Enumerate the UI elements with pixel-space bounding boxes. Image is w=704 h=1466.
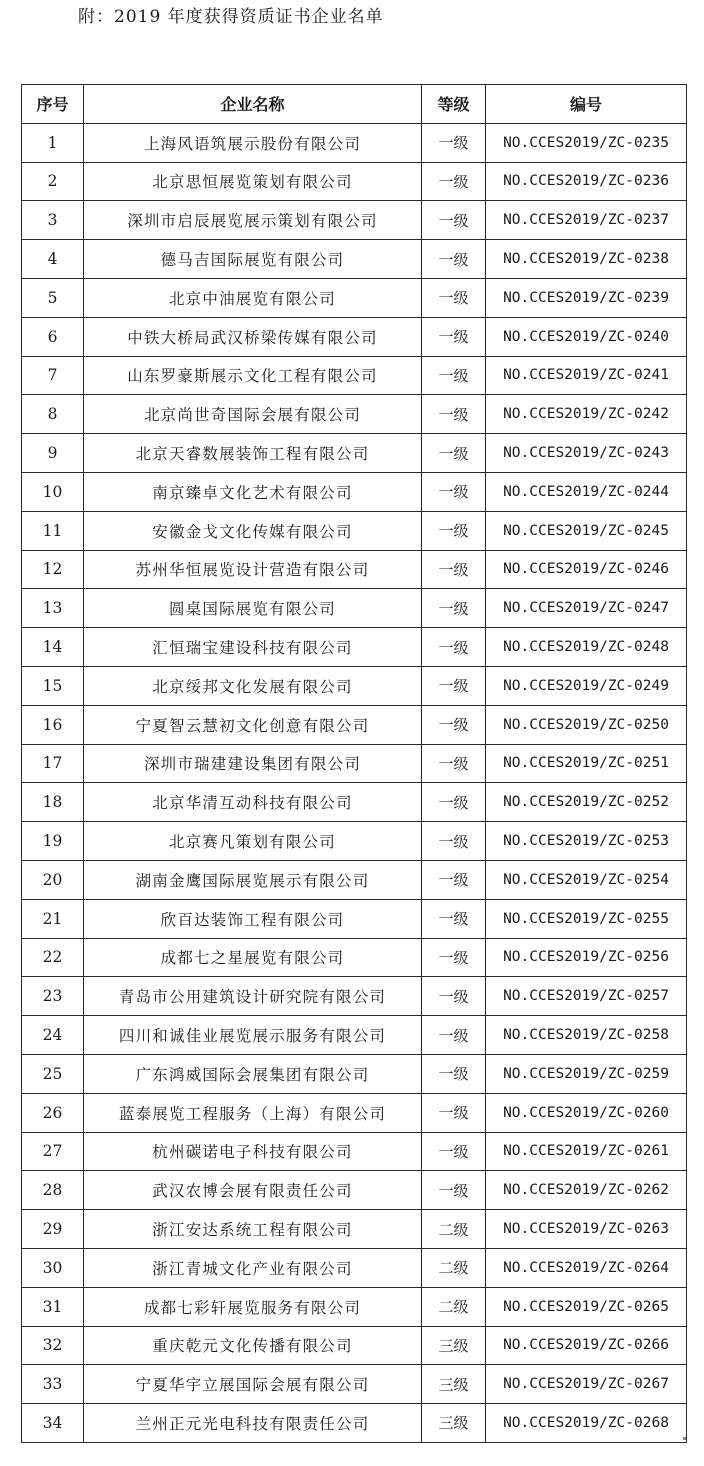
row-index: 22 — [22, 938, 84, 977]
table-row — [22, 744, 687, 783]
certificate-code: NO.CCES2019/ZC-0239 — [486, 278, 687, 317]
certificate-code: NO.CCES2019/ZC-0235 — [486, 123, 687, 162]
table-row — [22, 783, 687, 822]
header-code: 编号 — [486, 85, 687, 124]
certificate-code: NO.CCES2019/ZC-0266 — [486, 1326, 687, 1365]
table-row — [22, 550, 687, 589]
certificate-level: 一级 — [422, 162, 486, 201]
table-row — [22, 589, 687, 628]
certificate-level: 一级 — [422, 744, 486, 783]
row-index: 20 — [22, 860, 84, 899]
company-name: 北京中油展览有限公司 — [84, 278, 422, 317]
certificate-code: NO.CCES2019/ZC-0265 — [486, 1287, 687, 1326]
table-row — [22, 395, 687, 434]
certificate-code: NO.CCES2019/ZC-0244 — [486, 472, 687, 511]
row-index: 5 — [22, 278, 84, 317]
row-index: 34 — [22, 1404, 84, 1443]
table-row — [22, 938, 687, 977]
certificate-level: 一级 — [422, 938, 486, 977]
row-index: 27 — [22, 1132, 84, 1171]
certificate-code: NO.CCES2019/ZC-0257 — [486, 977, 687, 1016]
table-row — [22, 1287, 687, 1326]
certificate-level: 三级 — [422, 1404, 486, 1443]
certificate-level: 一级 — [422, 356, 486, 395]
certificate-level: 一级 — [422, 240, 486, 279]
table-row — [22, 434, 687, 473]
company-name: 武汉农博会展有限责任公司 — [84, 1171, 422, 1210]
table-body — [22, 123, 687, 1442]
certificate-level: 一级 — [422, 1016, 486, 1055]
row-index: 7 — [22, 356, 84, 395]
table-row — [22, 1171, 687, 1210]
certificate-code: NO.CCES2019/ZC-0262 — [486, 1171, 687, 1210]
table-row — [22, 240, 687, 279]
certificate-code: NO.CCES2019/ZC-0263 — [486, 1210, 687, 1249]
certificate-code: NO.CCES2019/ZC-0252 — [486, 783, 687, 822]
certificate-level: 一级 — [422, 123, 486, 162]
certificate-level: 一级 — [422, 822, 486, 861]
certificate-level: 一级 — [422, 278, 486, 317]
certificate-code: NO.CCES2019/ZC-0250 — [486, 705, 687, 744]
certificate-level: 三级 — [422, 1326, 486, 1365]
certificate-code: NO.CCES2019/ZC-0261 — [486, 1132, 687, 1171]
certificate-code: NO.CCES2019/ZC-0241 — [486, 356, 687, 395]
certificate-table — [21, 84, 687, 1443]
header-name: 企业名称 — [84, 85, 422, 124]
company-name: 南京臻卓文化艺术有限公司 — [84, 472, 422, 511]
certificate-code: NO.CCES2019/ZC-0240 — [486, 317, 687, 356]
certificate-code: NO.CCES2019/ZC-0253 — [486, 822, 687, 861]
certificate-level: 一级 — [422, 783, 486, 822]
certificate-level: 一级 — [422, 589, 486, 628]
certificate-code: NO.CCES2019/ZC-0251 — [486, 744, 687, 783]
certificate-level: 一级 — [422, 201, 486, 240]
row-index: 17 — [22, 744, 84, 783]
row-index: 6 — [22, 317, 84, 356]
certificate-level: 二级 — [422, 1248, 486, 1287]
certificate-level: 一级 — [422, 628, 486, 667]
certificate-level: 一级 — [422, 434, 486, 473]
row-index: 3 — [22, 201, 84, 240]
company-name: 北京华清互动科技有限公司 — [84, 783, 422, 822]
company-name: 圆桌国际展览有限公司 — [84, 589, 422, 628]
table-row — [22, 822, 687, 861]
certificate-level: 二级 — [422, 1210, 486, 1249]
table-row — [22, 860, 687, 899]
certificate-code: NO.CCES2019/ZC-0246 — [486, 550, 687, 589]
certificate-code: NO.CCES2019/ZC-0237 — [486, 201, 687, 240]
row-index: 29 — [22, 1210, 84, 1249]
row-index: 2 — [22, 162, 84, 201]
company-name: 浙江青城文化产业有限公司 — [84, 1248, 422, 1287]
company-name: 中铁大桥局武汉桥梁传媒有限公司 — [84, 317, 422, 356]
table-row — [22, 472, 687, 511]
table-row — [22, 123, 687, 162]
certificate-level: 一级 — [422, 472, 486, 511]
certificate-level: 一级 — [422, 1171, 486, 1210]
certificate-level: 一级 — [422, 1093, 486, 1132]
table-row — [22, 1054, 687, 1093]
certificate-code: NO.CCES2019/ZC-0249 — [486, 666, 687, 705]
company-name: 安徽金戈文化传媒有限公司 — [84, 511, 422, 550]
company-name: 北京绥邦文化发展有限公司 — [84, 666, 422, 705]
header-level: 等级 — [422, 85, 486, 124]
row-index: 28 — [22, 1171, 84, 1210]
certificate-code: NO.CCES2019/ZC-0258 — [486, 1016, 687, 1055]
table-row — [22, 1326, 687, 1365]
row-index: 10 — [22, 472, 84, 511]
row-index: 12 — [22, 550, 84, 589]
row-index: 19 — [22, 822, 84, 861]
certificate-code: NO.CCES2019/ZC-0236 — [486, 162, 687, 201]
certificate-level: 一级 — [422, 705, 486, 744]
header-index: 序号 — [22, 85, 84, 124]
company-name: 兰州正元光电科技有限责任公司 — [84, 1404, 422, 1443]
table-row — [22, 511, 687, 550]
company-name: 山东罗豪斯展示文化工程有限公司 — [84, 356, 422, 395]
page-title: 附：2019 年度获得资质证书企业名单 — [78, 7, 384, 27]
row-index: 15 — [22, 666, 84, 705]
row-index: 8 — [22, 395, 84, 434]
row-index: 26 — [22, 1093, 84, 1132]
company-name: 杭州碳诺电子科技有限公司 — [84, 1132, 422, 1171]
company-name: 深圳市启辰展览展示策划有限公司 — [84, 201, 422, 240]
company-name: 蓝泰展览工程服务（上海）有限公司 — [84, 1093, 422, 1132]
table-row — [22, 356, 687, 395]
table-row — [22, 201, 687, 240]
company-name: 成都七之星展览有限公司 — [84, 938, 422, 977]
table-row — [22, 1210, 687, 1249]
row-index: 33 — [22, 1365, 84, 1404]
certificate-code: NO.CCES2019/ZC-0268 — [486, 1404, 687, 1443]
certificate-level: 三级 — [422, 1365, 486, 1404]
company-name: 青岛市公用建筑设计研究院有限公司 — [84, 977, 422, 1016]
row-index: 4 — [22, 240, 84, 279]
table-row — [22, 317, 687, 356]
certificate-level: 一级 — [422, 1054, 486, 1093]
company-name: 汇恒瑞宝建设科技有限公司 — [84, 628, 422, 667]
certificate-code: NO.CCES2019/ZC-0256 — [486, 938, 687, 977]
company-name: 北京尚世奇国际会展有限公司 — [84, 395, 422, 434]
certificate-code: NO.CCES2019/ZC-0259 — [486, 1054, 687, 1093]
certificate-code: NO.CCES2019/ZC-0245 — [486, 511, 687, 550]
certificate-code: NO.CCES2019/ZC-0260 — [486, 1093, 687, 1132]
row-index: 18 — [22, 783, 84, 822]
table-row — [22, 278, 687, 317]
certificate-code: NO.CCES2019/ZC-0238 — [486, 240, 687, 279]
certificate-code: NO.CCES2019/ZC-0255 — [486, 899, 687, 938]
table-header-row — [22, 85, 687, 124]
company-name: 深圳市瑞建建设集团有限公司 — [84, 744, 422, 783]
row-index: 24 — [22, 1016, 84, 1055]
certificate-code: NO.CCES2019/ZC-0254 — [486, 860, 687, 899]
table-row — [22, 1365, 687, 1404]
company-name: 宁夏华宇立展国际会展有限公司 — [84, 1365, 422, 1404]
certificate-code: NO.CCES2019/ZC-0243 — [486, 434, 687, 473]
row-index: 30 — [22, 1248, 84, 1287]
table-row — [22, 1132, 687, 1171]
table-row — [22, 705, 687, 744]
table-row — [22, 628, 687, 667]
certificate-level: 一级 — [422, 511, 486, 550]
company-name: 欣百达装饰工程有限公司 — [84, 899, 422, 938]
row-index: 32 — [22, 1326, 84, 1365]
company-name: 上海风语筑展示股份有限公司 — [84, 123, 422, 162]
company-name: 宁夏智云慧初文化创意有限公司 — [84, 705, 422, 744]
table-row — [22, 666, 687, 705]
row-index: 25 — [22, 1054, 84, 1093]
row-index: 23 — [22, 977, 84, 1016]
table-row — [22, 1248, 687, 1287]
company-name: 北京思恒展览策划有限公司 — [84, 162, 422, 201]
row-index: 21 — [22, 899, 84, 938]
row-index: 13 — [22, 589, 84, 628]
company-name: 重庆乾元文化传播有限公司 — [84, 1326, 422, 1365]
row-index: 11 — [22, 511, 84, 550]
table-row — [22, 1404, 687, 1443]
certificate-level: 一级 — [422, 395, 486, 434]
certificate-level: 一级 — [422, 550, 486, 589]
corner-mark — [683, 1437, 686, 1440]
certificate-level: 一级 — [422, 1132, 486, 1171]
row-index: 31 — [22, 1287, 84, 1326]
row-index: 14 — [22, 628, 84, 667]
certificate-code: NO.CCES2019/ZC-0247 — [486, 589, 687, 628]
certificate-level: 一级 — [422, 666, 486, 705]
table-row — [22, 1093, 687, 1132]
table-row — [22, 977, 687, 1016]
table-row — [22, 1016, 687, 1055]
certificate-level: 一级 — [422, 860, 486, 899]
company-name: 湖南金鹰国际展览展示有限公司 — [84, 860, 422, 899]
certificate-code: NO.CCES2019/ZC-0267 — [486, 1365, 687, 1404]
row-index: 1 — [22, 123, 84, 162]
certificate-code: NO.CCES2019/ZC-0242 — [486, 395, 687, 434]
table-row — [22, 162, 687, 201]
certificate-level: 二级 — [422, 1287, 486, 1326]
company-name: 成都七彩轩展览服务有限公司 — [84, 1287, 422, 1326]
company-name: 苏州华恒展览设计营造有限公司 — [84, 550, 422, 589]
certificate-code: NO.CCES2019/ZC-0264 — [486, 1248, 687, 1287]
certificate-level: 一级 — [422, 317, 486, 356]
company-name: 北京天睿数展装饰工程有限公司 — [84, 434, 422, 473]
certificate-level: 一级 — [422, 899, 486, 938]
company-name: 浙江安达系统工程有限公司 — [84, 1210, 422, 1249]
certificate-level: 一级 — [422, 977, 486, 1016]
row-index: 9 — [22, 434, 84, 473]
company-name: 四川和诚佳业展览展示服务有限公司 — [84, 1016, 422, 1055]
company-name: 广东鸿威国际会展集团有限公司 — [84, 1054, 422, 1093]
company-name: 德马吉国际展览有限公司 — [84, 240, 422, 279]
certificate-code: NO.CCES2019/ZC-0248 — [486, 628, 687, 667]
table-row — [22, 899, 687, 938]
company-name: 北京赛凡策划有限公司 — [84, 822, 422, 861]
row-index: 16 — [22, 705, 84, 744]
